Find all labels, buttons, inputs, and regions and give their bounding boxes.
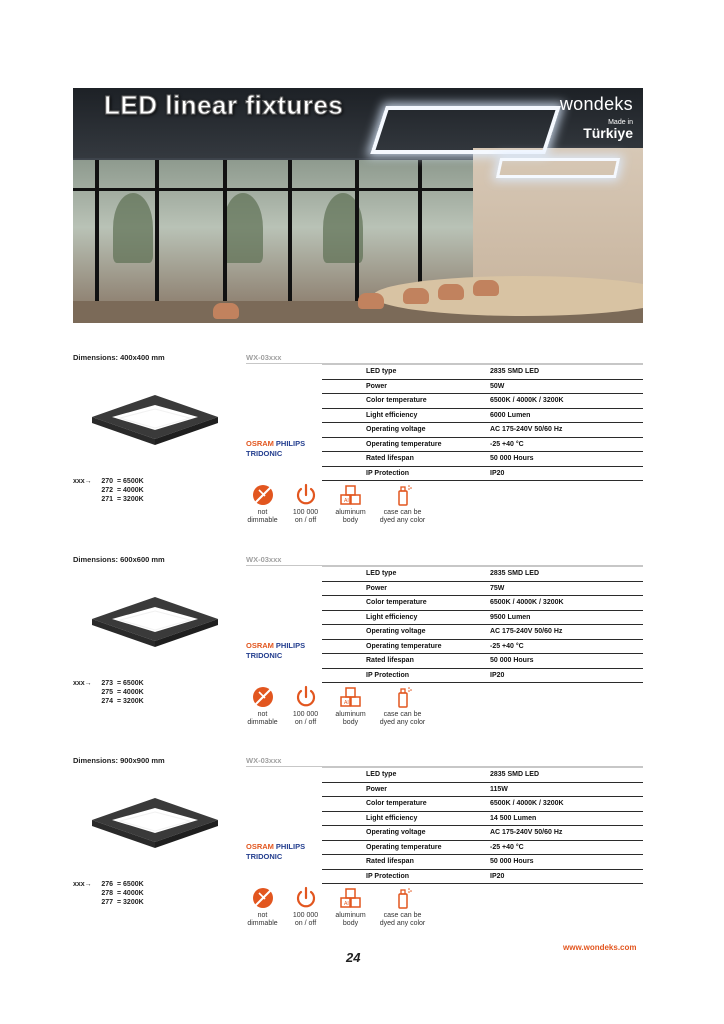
label-line: not <box>257 711 268 718</box>
spray-can-icon <box>391 483 415 507</box>
spec-row <box>322 596 643 611</box>
spec-label: LED type <box>322 365 490 380</box>
hero-title: LED linear fixtures <box>104 90 344 120</box>
model-number: WX-03xxx <box>246 555 282 564</box>
spec-label: Operating temperature <box>322 437 490 452</box>
not-dimmable-icon <box>251 483 275 507</box>
spec-label: Color temperature <box>322 394 490 409</box>
spec-value: 2835 SMD LED <box>490 567 643 582</box>
code-temp: = 3200K <box>117 899 144 906</box>
feature-aluminum-body <box>328 483 373 525</box>
spec-row <box>322 379 643 394</box>
spec-label: Light efficiency <box>322 811 490 826</box>
spec-row <box>322 452 643 467</box>
feature-dyeable-case <box>375 483 430 525</box>
feature-dyeable-case <box>375 685 430 727</box>
spec-row <box>322 639 643 654</box>
spec-label: LED type <box>322 567 490 582</box>
not-dimmable-icon <box>251 886 275 910</box>
spec-value: AC 175-240V 50/60 Hz <box>490 423 643 438</box>
svg-text:Al: Al <box>343 498 349 504</box>
svg-text:Al: Al <box>343 700 349 706</box>
color-code-row <box>73 880 144 889</box>
spec-value: 2835 SMD LED <box>490 365 643 380</box>
spec-label: Operating temperature <box>322 840 490 855</box>
label-line: body <box>342 517 359 524</box>
tridonic-brand: TRIDONIC <box>246 449 283 458</box>
spec-value: 115W <box>490 782 643 797</box>
spec-value: IP20 <box>490 869 643 884</box>
chair <box>358 293 384 309</box>
spec-value: 50 000 Hours <box>490 654 643 669</box>
page-number: 24 <box>346 950 361 965</box>
feature-icons <box>240 483 430 523</box>
spec-label: IP Protection <box>322 668 490 683</box>
spec-row <box>322 826 643 841</box>
color-code-list <box>73 679 144 706</box>
spec-value: 6500K / 4000K / 3200K <box>490 596 643 611</box>
spec-value: 6500K / 4000K / 3200K <box>490 797 643 812</box>
glass-frame <box>288 160 292 310</box>
dimensions-label: Dimensions: 400x400 mm <box>73 353 165 362</box>
code-temp: = 6500K <box>117 478 144 485</box>
color-code-row <box>73 688 144 697</box>
code-temp: = 4000K <box>117 890 144 897</box>
osram-brand: OSRAM <box>246 842 274 851</box>
spec-value: -25 +40 °C <box>490 437 643 452</box>
tree-outside <box>223 193 263 263</box>
spec-value: IP20 <box>490 466 643 481</box>
label-line: on / off <box>294 719 317 726</box>
label-line: not <box>257 509 268 516</box>
glass-frame <box>155 160 159 310</box>
spec-table <box>322 566 643 683</box>
spec-row <box>322 581 643 596</box>
code-temp: = 6500K <box>117 680 144 687</box>
color-code-list <box>73 477 144 504</box>
feature-on-off-cycles <box>283 886 328 928</box>
brand-logo <box>560 94 633 140</box>
spec-value: 2835 SMD LED <box>490 768 643 783</box>
code-code: 273 <box>101 680 113 687</box>
spec-row <box>322 567 643 582</box>
spec-table <box>322 767 643 884</box>
logo-wordmark: wondeks <box>559 94 633 114</box>
spec-value: -25 +40 °C <box>490 639 643 654</box>
label-line: dyed any color <box>379 920 426 927</box>
spec-value: 6500K / 4000K / 3200K <box>490 394 643 409</box>
square-fixture-image <box>90 595 220 655</box>
osram-brand: OSRAM <box>246 641 274 650</box>
label-line: case can be <box>383 711 422 718</box>
label-line: body <box>342 719 359 726</box>
chair <box>403 288 429 304</box>
chair <box>213 303 239 319</box>
code-code: 270 <box>101 478 113 485</box>
feature-icons <box>240 886 430 926</box>
model-number: WX-03xxx <box>246 353 282 362</box>
spec-label: Rated lifespan <box>322 654 490 669</box>
spec-label: Power <box>322 379 490 394</box>
label-line: 100 000 <box>292 912 319 919</box>
feature-aluminum-body <box>328 685 373 727</box>
code-code: 271 <box>101 496 113 503</box>
code-prefix <box>73 688 93 697</box>
glass-frame <box>223 160 227 310</box>
feature-not-dimmable <box>240 483 285 525</box>
component-brands <box>246 641 305 661</box>
hero-banner <box>73 88 643 323</box>
feature-icons <box>240 685 430 725</box>
made-in-label: Made in <box>608 119 633 126</box>
spec-value: 50 000 Hours <box>490 855 643 870</box>
product-section <box>0 756 724 946</box>
component-brands <box>246 439 305 459</box>
spec-row <box>322 782 643 797</box>
label-line: dyed any color <box>379 719 426 726</box>
osram-brand: OSRAM <box>246 439 274 448</box>
not-dimmable-icon <box>251 685 275 709</box>
spec-label: Power <box>322 581 490 596</box>
aluminum-icon <box>339 886 363 910</box>
feature-dyeable-case <box>375 886 430 928</box>
square-fixture-image <box>90 796 220 856</box>
philips-brand: PHILIPS <box>275 439 306 448</box>
label-line: dyed any color <box>379 517 426 524</box>
spec-row <box>322 408 643 423</box>
code-code: 278 <box>101 890 113 897</box>
philips-brand: PHILIPS <box>275 842 306 851</box>
code-prefix <box>73 486 93 495</box>
spec-label: Operating voltage <box>322 826 490 841</box>
code-temp: = 4000K <box>117 689 144 696</box>
label-line: 100 000 <box>292 509 319 516</box>
spec-label: Operating temperature <box>322 639 490 654</box>
website-link[interactable]: www.wondeks.com <box>563 943 637 952</box>
code-prefix <box>73 898 93 907</box>
code-prefix <box>73 697 93 706</box>
power-icon <box>294 886 318 910</box>
spec-label: LED type <box>322 768 490 783</box>
feature-on-off-cycles <box>283 685 328 727</box>
spec-label: Color temperature <box>322 596 490 611</box>
spec-row <box>322 365 643 380</box>
spec-label: IP Protection <box>322 869 490 884</box>
glass-frame <box>95 160 99 310</box>
code-code: 277 <box>101 899 113 906</box>
power-icon <box>294 685 318 709</box>
color-code-row <box>73 889 144 898</box>
component-brands <box>246 842 305 862</box>
spec-row <box>322 869 643 884</box>
spec-row <box>322 437 643 452</box>
feature-not-dimmable <box>240 685 285 727</box>
spec-row <box>322 797 643 812</box>
label-line: aluminum <box>335 509 366 516</box>
spec-row <box>322 466 643 481</box>
color-code-row <box>73 495 144 504</box>
spec-value: AC 175-240V 50/60 Hz <box>490 826 643 841</box>
spec-value: 9500 Lumen <box>490 610 643 625</box>
feature-not-dimmable <box>240 886 285 928</box>
color-code-row <box>73 898 144 907</box>
code-prefix <box>73 495 93 504</box>
spec-row <box>322 394 643 409</box>
dimensions-label: Dimensions: 600x600 mm <box>73 555 165 564</box>
code-prefix: xxx→ <box>73 478 92 485</box>
code-code: 275 <box>101 689 113 696</box>
color-code-row <box>73 477 144 486</box>
spec-label: Light efficiency <box>322 610 490 625</box>
spec-value: 50 000 Hours <box>490 452 643 467</box>
led-fixture-light <box>370 106 561 154</box>
product-section <box>0 353 724 543</box>
spec-row <box>322 840 643 855</box>
spec-label: Color temperature <box>322 797 490 812</box>
chair <box>438 284 464 300</box>
label-line: dimmable <box>247 920 278 927</box>
spec-row <box>322 855 643 870</box>
spec-row <box>322 811 643 826</box>
spec-row <box>322 668 643 683</box>
tridonic-brand: TRIDONIC <box>246 651 283 660</box>
spec-value: 6000 Lumen <box>490 408 643 423</box>
label-line: aluminum <box>335 711 366 718</box>
aluminum-icon <box>339 483 363 507</box>
spec-label: Rated lifespan <box>322 452 490 467</box>
code-temp: = 3200K <box>117 496 144 503</box>
color-code-row <box>73 697 144 706</box>
led-fixture-light <box>496 158 620 178</box>
spec-value: AC 175-240V 50/60 Hz <box>490 625 643 640</box>
code-prefix: xxx→ <box>73 881 92 888</box>
spec-value: 14 500 Lumen <box>490 811 643 826</box>
tree-outside <box>113 193 153 263</box>
spec-value: -25 +40 °C <box>490 840 643 855</box>
product-section <box>0 555 724 745</box>
spec-label: Rated lifespan <box>322 855 490 870</box>
label-line: on / off <box>294 517 317 524</box>
label-line: body <box>342 920 359 927</box>
spec-label: Light efficiency <box>322 408 490 423</box>
country-label: Türkiye <box>583 125 633 141</box>
spec-row <box>322 768 643 783</box>
glass-frame <box>355 160 359 310</box>
spec-value: IP20 <box>490 668 643 683</box>
code-code: 276 <box>101 881 113 888</box>
code-temp: = 3200K <box>117 698 144 705</box>
svg-text:Al: Al <box>343 901 349 907</box>
label-line: not <box>257 912 268 919</box>
spray-can-icon <box>391 886 415 910</box>
power-icon <box>294 483 318 507</box>
label-line: dimmable <box>247 719 278 726</box>
feature-on-off-cycles <box>283 483 328 525</box>
dimensions-label: Dimensions: 900x900 mm <box>73 756 165 765</box>
color-code-row <box>73 679 144 688</box>
spec-label: Operating voltage <box>322 625 490 640</box>
spec-value: 75W <box>490 581 643 596</box>
feature-aluminum-body <box>328 886 373 928</box>
color-code-row <box>73 486 144 495</box>
spray-can-icon <box>391 685 415 709</box>
spec-label: Power <box>322 782 490 797</box>
square-fixture-image <box>90 393 220 453</box>
label-line: dimmable <box>247 517 278 524</box>
label-line: case can be <box>383 912 422 919</box>
tridonic-brand: TRIDONIC <box>246 852 283 861</box>
spec-table <box>322 364 643 481</box>
code-code: 274 <box>101 698 113 705</box>
code-temp: = 6500K <box>117 881 144 888</box>
color-code-list <box>73 880 144 907</box>
spec-label: Operating voltage <box>322 423 490 438</box>
spec-row <box>322 654 643 669</box>
spec-label: IP Protection <box>322 466 490 481</box>
spec-row <box>322 423 643 438</box>
code-code: 272 <box>101 487 113 494</box>
code-prefix <box>73 889 93 898</box>
label-line: on / off <box>294 920 317 927</box>
model-number: WX-03xxx <box>246 756 282 765</box>
label-line: case can be <box>383 509 422 516</box>
spec-row <box>322 610 643 625</box>
label-line: 100 000 <box>292 711 319 718</box>
philips-brand: PHILIPS <box>275 641 306 650</box>
label-line: aluminum <box>335 912 366 919</box>
code-temp: = 4000K <box>117 487 144 494</box>
spec-value: 50W <box>490 379 643 394</box>
code-prefix: xxx→ <box>73 680 92 687</box>
aluminum-icon <box>339 685 363 709</box>
chair <box>473 280 499 296</box>
spec-row <box>322 625 643 640</box>
